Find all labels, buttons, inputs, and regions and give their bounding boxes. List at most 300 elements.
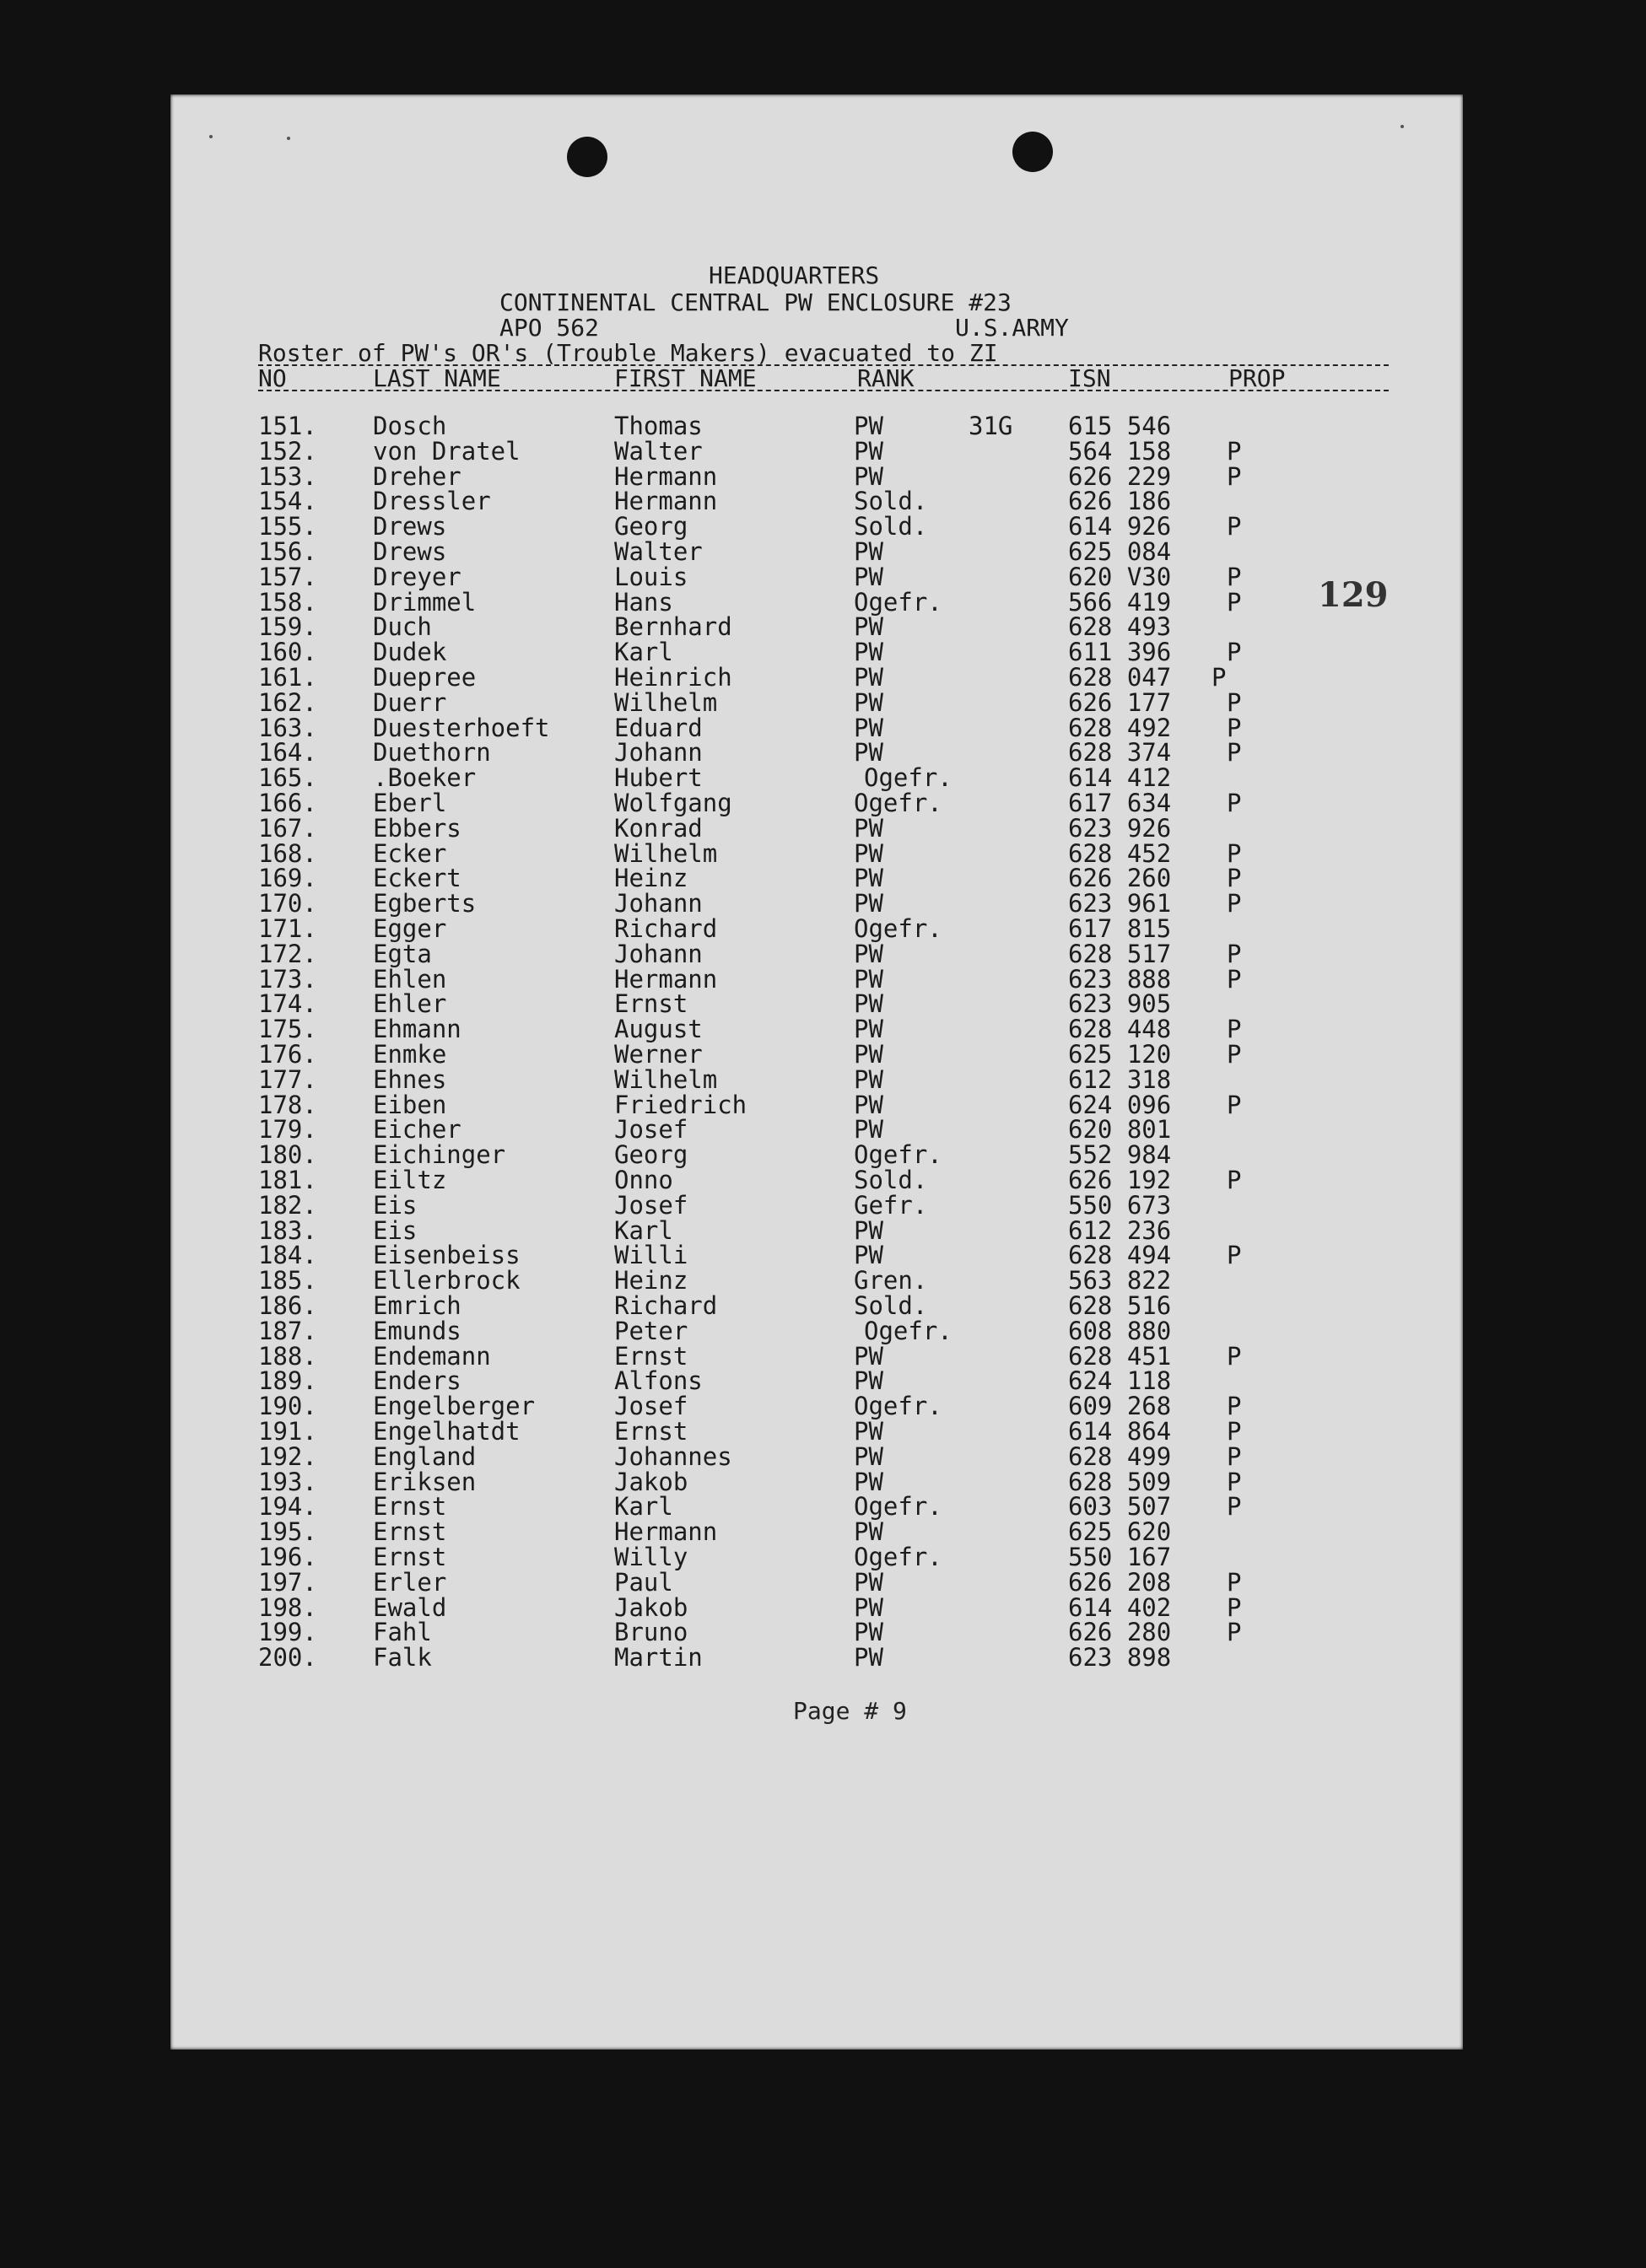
cell-isn: 617 815 xyxy=(1068,914,1172,943)
cell-isn: 625 620 xyxy=(1068,1517,1172,1547)
cell-no: 172. xyxy=(258,939,317,968)
cell-prop: P xyxy=(1227,964,1242,994)
cell-no: 156. xyxy=(258,537,317,566)
cell-rank: PW xyxy=(854,1366,883,1396)
cell-first-name: Hermann xyxy=(614,487,718,516)
cell-last-name: Eichinger xyxy=(373,1140,506,1170)
cell-isn: 623 898 xyxy=(1068,1643,1172,1673)
cell-rank: PW xyxy=(854,412,883,440)
speck xyxy=(1400,125,1404,128)
cell-isn: 628 516 xyxy=(1068,1291,1172,1320)
table-row xyxy=(170,964,1463,994)
cell-no: 159. xyxy=(258,612,317,642)
cell-prop: P xyxy=(1227,1618,1242,1647)
cell-rank: PW xyxy=(854,1015,883,1044)
cell-no: 165. xyxy=(258,763,317,793)
cell-isn: 628 517 xyxy=(1068,939,1172,968)
cell-rank: Ogefr. xyxy=(854,914,942,943)
cell-no: 161. xyxy=(258,663,317,692)
cell-no: 180. xyxy=(258,1140,317,1170)
table-row xyxy=(170,1293,1463,1318)
cell-first-name: Willi xyxy=(614,1241,688,1270)
cell-rank: PW xyxy=(854,687,883,717)
table-row xyxy=(170,436,1463,466)
cell-prop: P xyxy=(1227,1040,1242,1069)
cell-prop: P xyxy=(1227,1467,1242,1496)
cell-first-name: Karl xyxy=(614,1492,673,1522)
cell-no: 193. xyxy=(258,1467,317,1496)
cell-no: 152. xyxy=(258,436,317,466)
col-header-first-name: FIRST NAME xyxy=(614,364,757,392)
cell-no: 177. xyxy=(258,1064,317,1094)
cell-last-name: Eriksen xyxy=(373,1467,477,1496)
cell-first-name: Josef xyxy=(614,1190,688,1220)
table-row xyxy=(170,889,1463,919)
cell-no: 163. xyxy=(258,713,317,742)
cell-isn: 615 546 xyxy=(1068,412,1172,440)
cell-first-name: Hubert xyxy=(614,763,703,793)
cell-first-name: Alfons xyxy=(614,1366,703,1396)
cell-first-name: Friedrich xyxy=(614,1090,747,1119)
table-row xyxy=(170,1441,1463,1471)
cell-rank: Ogefr. xyxy=(854,1492,942,1522)
col-header-isn: ISN xyxy=(1068,364,1111,392)
cell-isn: 614 402 xyxy=(1068,1592,1172,1622)
cell-rank: Ogefr. xyxy=(854,789,942,817)
cell-last-name: England xyxy=(373,1441,477,1471)
cell-isn: 603 507 xyxy=(1068,1492,1172,1522)
cell-no: 160. xyxy=(258,638,317,667)
cell-first-name: Wolfgang xyxy=(614,789,732,817)
cell-rank: PW xyxy=(854,939,883,968)
cell-no: 183. xyxy=(258,1215,317,1245)
cell-last-name: Drimmel xyxy=(373,587,477,617)
cell-rank: Ogefr. xyxy=(854,1543,942,1571)
table-row xyxy=(170,1393,1463,1419)
cell-no: 197. xyxy=(258,1567,317,1597)
cell-last-name: Duch xyxy=(373,612,432,642)
cell-isn: 626 208 xyxy=(1068,1567,1172,1597)
punch-hole-left xyxy=(567,137,607,177)
table-row xyxy=(170,612,1463,642)
table-row xyxy=(170,1115,1463,1145)
cell-last-name: Ecker xyxy=(373,838,447,868)
cell-last-name: Egberts xyxy=(373,889,477,919)
table-row xyxy=(170,639,1463,665)
cell-last-name: Ernst xyxy=(373,1543,447,1571)
cell-isn: 566 419 xyxy=(1068,587,1172,617)
cell-no: 164. xyxy=(258,738,317,768)
cell-prop: P xyxy=(1227,512,1242,541)
cell-no: 173. xyxy=(258,964,317,994)
cell-rank: PW xyxy=(854,1090,883,1119)
cell-first-name: Josef xyxy=(614,1392,688,1421)
cell-no: 190. xyxy=(258,1392,317,1421)
cell-first-name: Karl xyxy=(614,638,673,667)
cell-last-name: Ellerbrock xyxy=(373,1266,521,1296)
table-row xyxy=(170,488,1463,514)
cell-no: 191. xyxy=(258,1417,317,1446)
cell-rank: Gren. xyxy=(854,1266,928,1296)
cell-no: 182. xyxy=(258,1190,317,1220)
cell-last-name: Ernst xyxy=(373,1492,447,1522)
cell-no: 187. xyxy=(258,1316,317,1345)
header-line1: HEADQUARTERS xyxy=(709,261,880,289)
cell-last-name: Endemann xyxy=(373,1341,491,1371)
cell-first-name: Wilhelm xyxy=(614,687,718,717)
table-row xyxy=(170,587,1463,617)
table-row xyxy=(170,1567,1463,1597)
table-row xyxy=(170,916,1463,941)
cell-prop: P xyxy=(1227,1592,1242,1622)
cell-last-name: Drews xyxy=(373,537,447,566)
cell-isn: 626 260 xyxy=(1068,864,1172,893)
cell-first-name: Peter xyxy=(614,1316,688,1345)
table-row xyxy=(170,1140,1463,1170)
cell-last-name: Egger xyxy=(373,914,447,943)
cell-last-name: Dreher xyxy=(373,461,461,491)
cell-prop: P xyxy=(1227,638,1242,667)
cell-isn: 624 118 xyxy=(1068,1366,1172,1396)
header-line2: CONTINENTAL CENTRAL PW ENCLOSURE #23 xyxy=(499,288,1012,316)
table-row xyxy=(170,715,1463,741)
cell-rank: PW xyxy=(854,1618,883,1647)
cell-first-name: Hermann xyxy=(614,1517,718,1547)
cell-no: 179. xyxy=(258,1115,317,1145)
table-row xyxy=(170,1016,1463,1042)
cell-last-name: Ehler xyxy=(373,989,447,1019)
cell-last-name: Ehnes xyxy=(373,1064,447,1094)
cell-isn: 628 047 xyxy=(1068,663,1172,692)
col-header-last-name: LAST NAME xyxy=(373,364,501,392)
cell-isn: 552 984 xyxy=(1068,1140,1172,1170)
cell-isn: 614 864 xyxy=(1068,1417,1172,1446)
cell-isn: 628 499 xyxy=(1068,1441,1172,1471)
cell-first-name: August xyxy=(614,1015,703,1044)
cell-isn: 626 229 xyxy=(1068,461,1172,491)
cell-no: 196. xyxy=(258,1543,317,1571)
cell-isn: 617 634 xyxy=(1068,789,1172,817)
cell-prop: P xyxy=(1227,1492,1242,1522)
cell-isn: 614 926 xyxy=(1068,512,1172,541)
cell-rank: PW xyxy=(854,461,883,491)
page-footer: Page # 9 xyxy=(793,1697,907,1725)
cell-rank: PW xyxy=(854,1467,883,1496)
cell-prop: P xyxy=(1227,939,1242,968)
cell-no: 181. xyxy=(258,1166,317,1194)
cell-isn: 620 V30 xyxy=(1068,562,1172,591)
table-row xyxy=(170,989,1463,1019)
cell-first-name: Ernst xyxy=(614,1417,688,1446)
cell-no: 169. xyxy=(258,864,317,893)
cell-no: 178. xyxy=(258,1090,317,1119)
cell-no: 188. xyxy=(258,1341,317,1371)
roster-title: Roster of PW's OR's (Trouble Makers) evacuated to ZI xyxy=(258,339,998,367)
cell-rank: PW xyxy=(854,1064,883,1094)
table-row xyxy=(170,539,1463,564)
header-apo: APO 562 xyxy=(499,314,600,342)
cell-first-name: Willy xyxy=(614,1543,688,1571)
cell-rank: Ogefr. xyxy=(854,1392,942,1421)
cell-no: 185. xyxy=(258,1266,317,1296)
cell-no: 199. xyxy=(258,1618,317,1647)
speck xyxy=(209,135,213,138)
cell-rank: Ogefr. xyxy=(864,1316,953,1345)
table-row xyxy=(170,1042,1463,1067)
cell-rank: Sold. xyxy=(854,512,928,541)
cell-first-name: Ernst xyxy=(614,1341,688,1371)
cell-rank: PW xyxy=(854,1517,883,1547)
table-row xyxy=(170,1266,1463,1296)
cell-last-name: Dreyer xyxy=(373,562,461,591)
cell-no: 167. xyxy=(258,813,317,843)
table-row xyxy=(170,413,1463,439)
cell-rank: PW xyxy=(854,713,883,742)
cell-first-name: Eduard xyxy=(614,713,703,742)
cell-last-name: Eis xyxy=(373,1190,418,1220)
cell-prop: P xyxy=(1227,838,1242,868)
cell-prop: P xyxy=(1227,1392,1242,1421)
table-row xyxy=(170,790,1463,816)
cell-no: 174. xyxy=(258,989,317,1019)
cell-prop: P xyxy=(1227,1567,1242,1597)
table-row xyxy=(170,1592,1463,1622)
cell-rank: PW xyxy=(854,1215,883,1245)
cell-prop: P xyxy=(1227,1241,1242,1270)
speck xyxy=(287,137,290,140)
table-row xyxy=(170,564,1463,590)
cell-rank: PW xyxy=(854,1643,883,1673)
table-row xyxy=(170,1190,1463,1220)
cell-rank: PW xyxy=(854,1567,883,1597)
cell-no: 153. xyxy=(258,461,317,491)
table-row xyxy=(170,865,1463,891)
table-row xyxy=(170,687,1463,717)
cell-last-name: Eis xyxy=(373,1215,418,1245)
cell-first-name: Heinrich xyxy=(614,663,732,692)
cell-prop: P xyxy=(1227,461,1242,491)
cell-rank: PW xyxy=(854,1115,883,1145)
cell-no: 162. xyxy=(258,687,317,717)
table-row xyxy=(170,1619,1463,1645)
cell-isn: 620 801 xyxy=(1068,1115,1172,1145)
cell-last-name: Egta xyxy=(373,939,432,968)
cell-no: 175. xyxy=(258,1015,317,1044)
cell-prop: P xyxy=(1227,713,1242,742)
cell-isn: 550 167 xyxy=(1068,1543,1172,1571)
cell-last-name: von Dratel xyxy=(373,436,521,466)
cell-rank: PW xyxy=(854,738,883,768)
cell-first-name: Johannes xyxy=(614,1441,732,1471)
cell-isn: 614 412 xyxy=(1068,763,1172,793)
table-row xyxy=(170,1242,1463,1268)
cell-prop: P xyxy=(1227,587,1242,617)
cell-isn: 626 186 xyxy=(1068,487,1172,516)
cell-prop: P xyxy=(1227,562,1242,591)
cell-no: 158. xyxy=(258,587,317,617)
cell-rank: PW xyxy=(854,436,883,466)
cell-prop: P xyxy=(1227,1441,1242,1471)
cell-first-name: Wilhelm xyxy=(614,1064,718,1094)
cell-rank: PW xyxy=(854,864,883,893)
cell-isn: 628 448 xyxy=(1068,1015,1172,1044)
cell-isn: 628 509 xyxy=(1068,1467,1172,1496)
cell-first-name: Heinz xyxy=(614,1266,688,1296)
cell-last-name: Fahl xyxy=(373,1618,432,1647)
cell-rank: PW xyxy=(854,1241,883,1270)
cell-first-name: Bernhard xyxy=(614,612,732,642)
col-header-no: NO xyxy=(258,364,287,392)
cell-isn: 628 452 xyxy=(1068,838,1172,868)
cell-first-name: Onno xyxy=(614,1166,673,1194)
cell-last-name: Eiben xyxy=(373,1090,447,1119)
cell-prop: P xyxy=(1227,1090,1242,1119)
cell-isn: 626 280 xyxy=(1068,1618,1172,1647)
cell-first-name: Hermann xyxy=(614,964,718,994)
cell-last-name: Duepree xyxy=(373,663,477,692)
cell-no: 170. xyxy=(258,889,317,919)
cell-prop: P xyxy=(1227,789,1242,817)
cell-note: 31G xyxy=(969,412,1013,440)
table-row xyxy=(170,1092,1463,1118)
cell-no: 157. xyxy=(258,562,317,591)
cell-first-name: Richard xyxy=(614,914,718,943)
cell-first-name: Jakob xyxy=(614,1467,688,1496)
cell-no: 198. xyxy=(258,1592,317,1622)
cell-prop: P xyxy=(1227,1341,1242,1371)
cell-last-name: Drews xyxy=(373,512,447,541)
table-row xyxy=(170,1064,1463,1094)
table-row xyxy=(170,1643,1463,1673)
cell-last-name: Erler xyxy=(373,1567,447,1597)
cell-isn: 623 961 xyxy=(1068,889,1172,919)
cell-rank: Sold. xyxy=(854,1291,928,1320)
cell-no: 154. xyxy=(258,487,317,516)
cell-rank: Ogefr. xyxy=(864,763,953,793)
cell-last-name: Ewald xyxy=(373,1592,447,1622)
cell-no: 151. xyxy=(258,412,317,440)
cell-isn: 626 192 xyxy=(1068,1166,1172,1194)
cell-last-name: Engelberger xyxy=(373,1392,536,1421)
cell-isn: 550 673 xyxy=(1068,1190,1172,1220)
cell-first-name: Konrad xyxy=(614,813,703,843)
cell-rank: PW xyxy=(854,989,883,1019)
table-row xyxy=(170,838,1463,868)
cell-last-name: Duerr xyxy=(373,687,447,717)
table-row xyxy=(170,1366,1463,1396)
cell-first-name: Josef xyxy=(614,1115,688,1145)
cell-rank: PW xyxy=(854,838,883,868)
table-row xyxy=(170,461,1463,491)
cell-first-name: Johann xyxy=(614,939,703,968)
cell-isn: 612 318 xyxy=(1068,1064,1172,1094)
cell-prop: P xyxy=(1227,687,1242,717)
cell-isn: 628 493 xyxy=(1068,612,1172,642)
cell-isn: 628 492 xyxy=(1068,713,1172,742)
cell-rank: PW xyxy=(854,1592,883,1622)
cell-rank: Sold. xyxy=(854,1166,928,1194)
cell-no: 184. xyxy=(258,1241,317,1270)
cell-last-name: Emunds xyxy=(373,1316,461,1345)
cell-first-name: Johann xyxy=(614,738,703,768)
cell-prop: P xyxy=(1227,1166,1242,1194)
cell-isn: 611 396 xyxy=(1068,638,1172,667)
cell-prop: P xyxy=(1227,889,1242,919)
cell-no: 200. xyxy=(258,1643,317,1673)
cell-isn: 563 822 xyxy=(1068,1266,1172,1296)
cell-last-name: Eberl xyxy=(373,789,447,817)
cell-last-name: Engelhatdt xyxy=(373,1417,521,1446)
table-row xyxy=(170,1341,1463,1371)
cell-last-name: Eiltz xyxy=(373,1166,447,1194)
cell-rank: PW xyxy=(854,813,883,843)
cell-first-name: Louis xyxy=(614,562,688,591)
cell-no: 189. xyxy=(258,1366,317,1396)
cell-isn: 608 880 xyxy=(1068,1316,1172,1345)
margin-handwritten-number: 129 xyxy=(1318,575,1389,615)
cell-no: 176. xyxy=(258,1040,317,1069)
table-row xyxy=(170,1318,1463,1344)
cell-first-name: Richard xyxy=(614,1291,718,1320)
cell-isn: 623 888 xyxy=(1068,964,1172,994)
cell-rank: PW xyxy=(854,964,883,994)
cell-prop: P xyxy=(1227,738,1242,768)
cell-last-name: Dosch xyxy=(373,412,447,440)
cell-no: 166. xyxy=(258,789,317,817)
cell-rank: PW xyxy=(854,612,883,642)
cell-rank: PW xyxy=(854,889,883,919)
table-row xyxy=(170,1544,1463,1570)
cell-rank: Ogefr. xyxy=(854,587,942,617)
cell-no: 195. xyxy=(258,1517,317,1547)
cell-last-name: .Boeker xyxy=(373,763,477,793)
cell-first-name: Thomas xyxy=(614,412,703,440)
cell-first-name: Wilhelm xyxy=(614,838,718,868)
col-header-rank: RANK xyxy=(857,364,915,392)
cell-last-name: Enders xyxy=(373,1366,461,1396)
cell-prop: P xyxy=(1212,663,1227,692)
document-sheet xyxy=(170,94,1463,2050)
punch-hole-right xyxy=(1012,132,1053,172)
cell-isn: 628 494 xyxy=(1068,1241,1172,1270)
cell-last-name: Emrich xyxy=(373,1291,461,1320)
cell-rank: PW xyxy=(854,1441,883,1471)
table-row xyxy=(170,1469,1463,1495)
cell-isn: 628 451 xyxy=(1068,1341,1172,1371)
table-row xyxy=(170,1492,1463,1522)
cell-no: 155. xyxy=(258,512,317,541)
cell-first-name: Heinz xyxy=(614,864,688,893)
cell-last-name: Duesterhoeft xyxy=(373,713,550,742)
cell-last-name: Eckert xyxy=(373,864,461,893)
cell-rank: PW xyxy=(854,1417,883,1446)
cell-no: 186. xyxy=(258,1291,317,1320)
cell-no: 171. xyxy=(258,914,317,943)
cell-last-name: Eicher xyxy=(373,1115,461,1145)
cell-rank: PW xyxy=(854,562,883,591)
cell-prop: P xyxy=(1227,864,1242,893)
cell-first-name: Walter xyxy=(614,537,703,566)
cell-first-name: Walter xyxy=(614,436,703,466)
cell-prop: P xyxy=(1227,436,1242,466)
table-row xyxy=(170,1167,1463,1193)
table-row xyxy=(170,665,1463,690)
table-row xyxy=(170,941,1463,967)
cell-no: 192. xyxy=(258,1441,317,1471)
cell-rank: Gefr. xyxy=(854,1190,928,1220)
cell-last-name: Falk xyxy=(373,1643,432,1673)
cell-rank: PW xyxy=(854,663,883,692)
